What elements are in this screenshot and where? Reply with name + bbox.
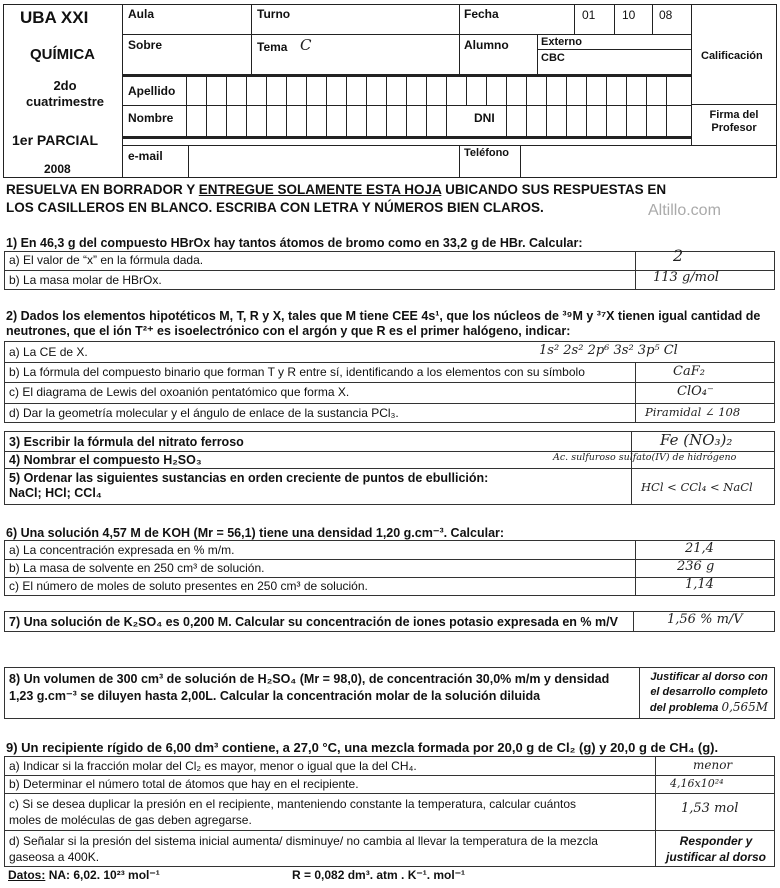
uba-title: UBA XXI: [20, 8, 89, 27]
q9-c: [9, 796, 576, 828]
q8-text-line2: 1,23 g.cm⁻³ se diluyen hasta 2,00L. Calcular la concentración molar de la solución diluida: [9, 689, 541, 703]
q8-note-line3: del problema: [649, 702, 719, 714]
turno-label: Turno: [257, 7, 291, 21]
fecha-label: Fecha: [464, 7, 499, 21]
q9-c-answer[interactable]: 1,53 mol: [681, 801, 739, 816]
q9-c-line1: c) Si se desea duplicar la presión en el recipiente, manteniendo constante la temperatura, calcular cuántos: [9, 797, 576, 811]
q6-table: [4, 540, 775, 596]
datos-label: Datos:: [8, 868, 46, 882]
q1-title: 1) En 46,3 g del compuesto HBrOx hay tantos átomos de bromo como en 33,2 g de HBr. Calcular:: [6, 236, 583, 250]
term: 2do cuatrimestre: [25, 78, 105, 109]
instructions-part-2: UBICANDO SUS RESPUESTAS EN: [445, 182, 667, 197]
apellido-label: Apellido: [128, 84, 176, 98]
fecha-day: 01: [582, 8, 596, 22]
dni-label: DNI: [474, 111, 495, 125]
q9-d-line2: gaseosa a 400K.: [9, 850, 100, 864]
q3-text: 3) Escribir la fórmula del nitrato ferroso: [9, 435, 244, 449]
datos-r: R = 0,082 dm³. atm . K⁻¹. mol⁻¹: [292, 868, 466, 882]
q9-b: b) Determinar el número total de átomos que hay en el recipiente.: [9, 777, 359, 791]
q2-title: [6, 309, 778, 339]
q2-d: d) Dar la geometría molecular y el ángulo de enlace de la sustancia PCl₃.: [9, 406, 399, 420]
q6-a: a) La concentración expresada en % m/m.: [9, 543, 235, 557]
q5-text-line1: 5) Ordenar las siguientes sustancias en orden creciente de puntos de ebullición:: [9, 471, 489, 485]
q8-text-line1: 8) Un volumen de 300 cm³ de solución de H₂SO₄ (Mr = 98,0), de concentración 30,0% m/m y densidad: [9, 672, 610, 686]
q8-text: [9, 671, 609, 705]
fecha-month: 10: [622, 8, 636, 22]
instructions-part-1: RESUELVA EN BORRADOR Y: [6, 182, 196, 197]
q2-b: b) La fórmula del compuesto binario que forman T y R entre sí, identificando a los elementos con su símbolo: [9, 365, 585, 379]
tema-label: Tema: [257, 40, 288, 54]
q2-a-answer[interactable]: 1s² 2s² 2p⁶ 3s² 3p⁵ Cl: [539, 343, 678, 358]
nombre-label: Nombre: [128, 111, 174, 125]
q2-c-answer[interactable]: ClO₄⁻: [677, 384, 714, 399]
q6-b-answer[interactable]: 236 g: [677, 559, 715, 574]
q6-b: b) La masa de solvente en 250 cm³ de solución.: [9, 561, 265, 575]
q9-a: a) Indicar si la fracción molar del Cl₂ es mayor, menor o igual que la del CH₄.: [9, 759, 417, 773]
form-grid: [123, 4, 777, 178]
q9-d-note: [657, 833, 775, 865]
q8-note-line2: el desarrollo completo: [650, 686, 768, 698]
q2-a: a) La CE de X.: [9, 345, 88, 359]
q9-table: [4, 756, 775, 867]
q9-d-note-line1: Responder y: [679, 834, 753, 848]
instructions-underlined: ENTREGUE SOLAMENTE ESTA HOJA: [198, 182, 442, 197]
q1-table: [4, 246, 775, 290]
q9-a-answer[interactable]: menor: [693, 758, 733, 772]
q1-a-answer[interactable]: 2: [673, 246, 684, 265]
instructions-part-3: LOS CASILLEROS EN BLANCO. ESCRIBA CON LETRA Y NÚMEROS BIEN CLAROS.: [6, 200, 544, 215]
tema-value: C: [300, 36, 312, 54]
q2-b-answer[interactable]: CaF₂: [673, 364, 705, 379]
q8-note: [642, 670, 776, 716]
q1-a: a) El valor de “x” en la fórmula dada.: [9, 253, 204, 267]
firma-label: Firma del Profesor: [709, 109, 759, 134]
q9-title: 9) Un recipiente rígido de 6,00 dm³ contiene, a 27,0 °C, una mezcla formada por 20,0 g de Cl₂ (g) y 20,0 g de CH₄ (g).: [6, 740, 719, 755]
q5-text: [9, 471, 488, 501]
sobre-label: Sobre: [128, 38, 163, 52]
q8-table: [4, 667, 775, 719]
q2-c: c) El diagrama de Lewis del oxoanión pentatómico que forma X.: [9, 385, 350, 399]
exam-name: 1er PARCIAL: [12, 132, 99, 148]
q2-table: [4, 341, 775, 423]
q6-a-answer[interactable]: 21,4: [685, 541, 714, 556]
q2-title-line2: neutrones, que el ión T²⁺ es isoelectrónico con el argón y que R es el primer halógeno, indicar:: [6, 324, 571, 338]
q9-b-answer[interactable]: 4,16x10²⁴: [670, 777, 724, 790]
q7-table: [4, 611, 775, 632]
q4-text: 4) Nombrar el compuesto H₂SO₃: [9, 453, 202, 467]
calificacion-label: Calificación: [701, 50, 763, 62]
q2-title-line1: 2) Dados los elementos hipotéticos M, T, R y X, tales que M tiene CEE 4s¹, que los núcleos de ³⁹M y ³⁷X tienen igual cantidad de: [6, 309, 761, 323]
q6-c-answer[interactable]: 1,14: [685, 577, 714, 592]
fecha-year: 08: [659, 8, 673, 22]
q8-note-line1: Justificar al dorso con: [650, 671, 768, 683]
q5-answer[interactable]: HCl < CCl₄ < NaCl: [641, 480, 753, 494]
q1-b: b) La masa molar de HBrOx.: [9, 273, 162, 287]
cbc-label: CBC: [541, 52, 565, 64]
q9-d-line1: d) Señalar si la presión del sistema inicial aumenta/ disminuye/ no cambia al llevar la temperatura de la mezcla: [9, 834, 598, 848]
telefono-label: Teléfono: [464, 147, 510, 159]
alumno-label: Alumno: [464, 38, 509, 52]
q4-answer[interactable]: Ac. sulfuroso sulfato(IV) de hidrógeno: [553, 452, 737, 463]
watermark: Altillo.com: [648, 202, 721, 219]
datos-line: [8, 868, 160, 882]
q7-text: 7) Una solución de K₂SO₄ es 0,200 M. Calcular su concentración de iones potasio expresada en % m/V: [9, 615, 618, 629]
q6-c: c) El número de moles de soluto presentes en 250 cm³ de solución.: [9, 579, 368, 593]
q9-c-line2: moles de moléculas de gas deben agregarse.: [9, 813, 252, 827]
datos-na: NA: 6,02. 10²³ mol⁻¹: [48, 868, 160, 882]
q9-d-note-line2: justificar al dorso: [665, 850, 767, 864]
exam-year: 2008: [44, 162, 71, 176]
q1-b-answer[interactable]: 113 g/mol: [653, 270, 719, 285]
q2-d-answer[interactable]: Piramidal ∠ 108: [645, 405, 741, 419]
q8-answer[interactable]: 0,565M: [721, 700, 769, 714]
externo-label: Externo: [541, 36, 582, 48]
q9-d: [9, 833, 598, 865]
q345-table: [4, 431, 775, 505]
aula-label: Aula: [128, 7, 155, 21]
q5-text-line2: NaCl; HCl; CCl₄: [9, 486, 102, 500]
subject: QUÍMICA: [30, 46, 95, 63]
email-label: e-mail: [128, 149, 163, 163]
q7-answer[interactable]: 1,56 % m/V: [667, 612, 743, 627]
q6-title: 6) Una solución 4,57 M de KOH (Mr = 56,1) tiene una densidad 1,20 g.cm⁻³. Calcular:: [6, 526, 505, 540]
q3-answer[interactable]: Fe (NO₃)₂: [660, 431, 733, 449]
